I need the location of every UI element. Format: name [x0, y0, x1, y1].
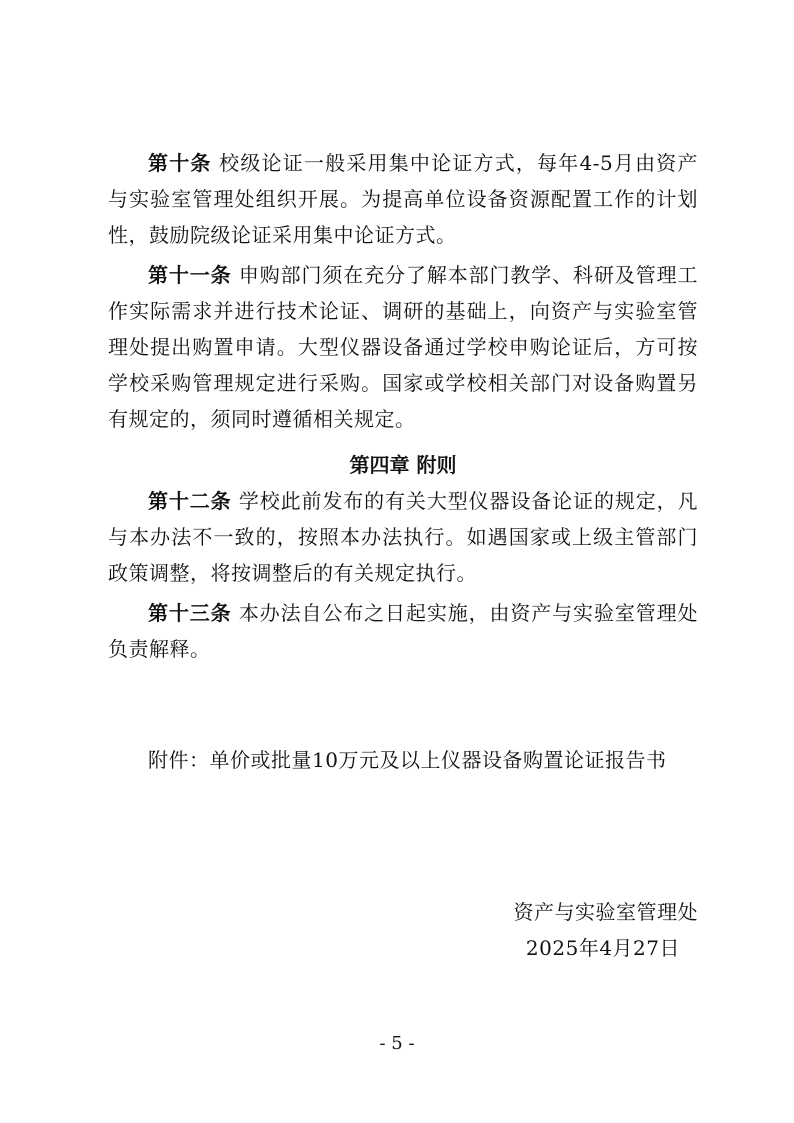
signature-date: 2025年4月27日: [525, 936, 680, 960]
article-13-label: 第十三条: [148, 601, 232, 625]
article-13: [108, 595, 698, 667]
article-12-text: 学校此前发布的有关大型仪器设备论证的规定，凡与本办法不一致的，按照本办法执行。如遇国家或上级主管部门政策调整，将按调整后的有关规定执行。: [108, 489, 699, 585]
article-10-label: 第十条: [148, 151, 212, 175]
article-13-text: 本办法自公布之日起实施，由资产与实验室管理处负责解释。: [108, 601, 699, 661]
article-12: [108, 483, 698, 591]
article-12-label: 第十二条: [148, 489, 232, 513]
page-number: - 5 -: [379, 1033, 415, 1054]
article-11-label: 第十一条: [148, 263, 232, 287]
chapter-section: [108, 447, 698, 667]
chapter-title: 第四章 附则: [349, 453, 457, 477]
articles-top-section: [108, 145, 698, 437]
attachment-line: 附件：单价或批量10万元及以上仪器设备购置论证报告书: [148, 748, 667, 772]
signature-org: 资产与实验室管理处: [513, 900, 698, 924]
article-10: [108, 145, 698, 253]
signature-block: [514, 894, 699, 966]
article-10-text: 校级论证一般采用集中论证方式，每年4-5月由资产与实验室管理处组织开展。为提高单位设备资源配置工作的计划性，鼓励院级论证采用集中论证方式。: [108, 151, 698, 247]
article-11: [108, 257, 698, 437]
article-11-text: 申购部门须在充分了解本部门教学、科研及管理工作实际需求并进行技术论证、调研的基础上，向资产与实验室管理处提出购置申请。大型仪器设备通过学校申购论证后，方可按学校采购管理规定进行采购。国家或学校相关部门对设备购置另有规定的，须同时遵循相关规定。: [108, 263, 699, 431]
